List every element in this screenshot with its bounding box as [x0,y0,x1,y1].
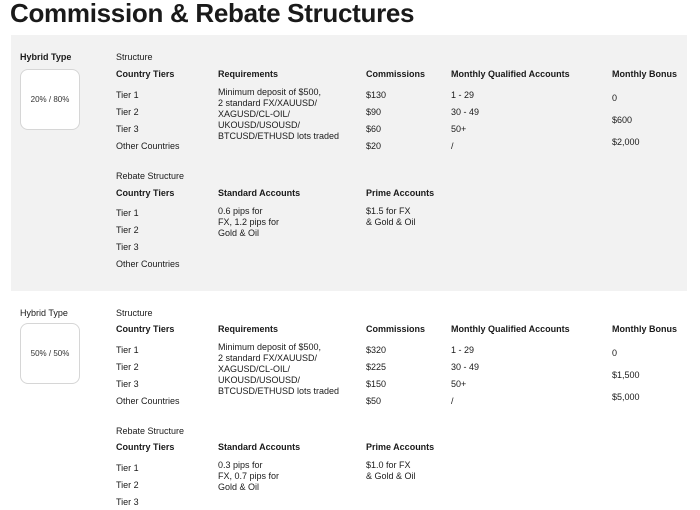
bonus-value: 0 [612,348,618,358]
split-ratio-text: 20% / 80% [30,95,70,104]
commission-value: $130 [366,90,387,100]
accounts-range: 30 - 49 [451,362,480,372]
commission-value: $150 [366,379,387,389]
rebate-tier-label: Tier 1 [116,208,139,218]
commission-value: $60 [366,124,382,134]
rebate-tier-label: Tier 1 [116,463,139,473]
rebate-header-prime-accounts: Prime Accounts [366,442,435,452]
commission-value: $225 [366,362,387,372]
rebate-tier-label: Other Countries [116,259,180,269]
commission-value: $320 [366,345,387,355]
bonus-value: $600 [612,115,633,125]
split-ratio-box [20,69,80,130]
bonus-value: $5,000 [612,392,640,402]
requirements-text: Minimum deposit of $500, 2 standard FX/XAUUSD/ XAGUSD/CL-OIL/ UKOUSD/USOUSD/ BTCUSD/ETHUSD lots traded [218,342,340,396]
accounts-range: 1 - 29 [451,345,475,355]
header-commissions: Commissions [366,324,426,334]
header-country-tiers: Country Tiers [116,324,175,334]
hybrid-type-label: Hybrid Type [20,308,68,318]
tier-label: Other Countries [116,141,180,151]
bonus-value: 0 [612,93,618,103]
prime-accounts-rebate: $1.0 for FX & Gold & Oil [366,460,416,481]
prime-accounts-rebate: $1.5 for FX & Gold & Oil [366,206,416,227]
rebate-header-standard-accounts: Standard Accounts [218,188,301,198]
header-monthly-qualified-accounts: Monthly Qualified Accounts [451,324,570,334]
split-ratio-text: 50% / 50% [30,349,70,358]
tier-label: Tier 3 [116,124,139,134]
commission-value: $90 [366,107,382,117]
hybrid-type-label: Hybrid Type [20,52,72,62]
header-requirements: Requirements [218,324,279,334]
rebate-tier-label: Tier 2 [116,225,139,235]
rebate-header-standard-accounts: Standard Accounts [218,442,301,452]
rebate-tier-label: Tier 2 [116,480,139,490]
commission-value: $20 [366,141,382,151]
bonus-value: $2,000 [612,137,640,147]
rebate-structure-title: Rebate Structure [116,426,185,436]
structure-title: Structure [116,308,153,318]
page-title: Commission & Rebate Structures [10,0,415,28]
accounts-range: / [451,141,454,151]
rebate-header-country-tiers: Country Tiers [116,188,175,198]
hybrid-block-20-80 [11,35,687,291]
bonus-value: $1,500 [612,370,640,380]
commission-value: $50 [366,396,382,406]
accounts-range: 30 - 49 [451,107,480,117]
header-monthly-bonus: Monthly Bonus [612,69,677,79]
tier-label: Tier 2 [116,107,139,117]
rebate-header-prime-accounts: Prime Accounts [366,188,435,198]
header-commissions: Commissions [366,69,426,79]
tier-label: Tier 3 [116,379,139,389]
structure-title: Structure [116,52,153,62]
split-ratio-box [20,323,80,384]
hybrid-block-50-50 [11,291,687,510]
rebate-header-country-tiers: Country Tiers [116,442,175,452]
rebate-structure-title: Rebate Structure [116,171,185,181]
standard-accounts-rebate: 0.3 pips for FX, 0.7 pips for Gold & Oil [218,460,280,492]
header-requirements: Requirements [218,69,279,79]
accounts-range: / [451,396,454,406]
accounts-range: 50+ [451,124,467,134]
rebate-tier-label: Tier 3 [116,497,139,507]
tier-label: Tier 2 [116,362,139,372]
tier-label: Tier 1 [116,90,139,100]
header-monthly-bonus: Monthly Bonus [612,324,677,334]
tier-label: Tier 1 [116,345,139,355]
accounts-range: 50+ [451,379,467,389]
rebate-tier-label: Tier 3 [116,242,139,252]
header-monthly-qualified-accounts: Monthly Qualified Accounts [451,69,570,79]
standard-accounts-rebate: 0.6 pips for FX, 1.2 pips for Gold & Oil [218,206,280,238]
tier-label: Other Countries [116,396,180,406]
accounts-range: 1 - 29 [451,90,475,100]
requirements-text: Minimum deposit of $500, 2 standard FX/XAUUSD/ XAGUSD/CL-OIL/ UKOUSD/USOUSD/ BTCUSD/ETHUSD lots traded [218,87,340,141]
header-country-tiers: Country Tiers [116,69,175,79]
